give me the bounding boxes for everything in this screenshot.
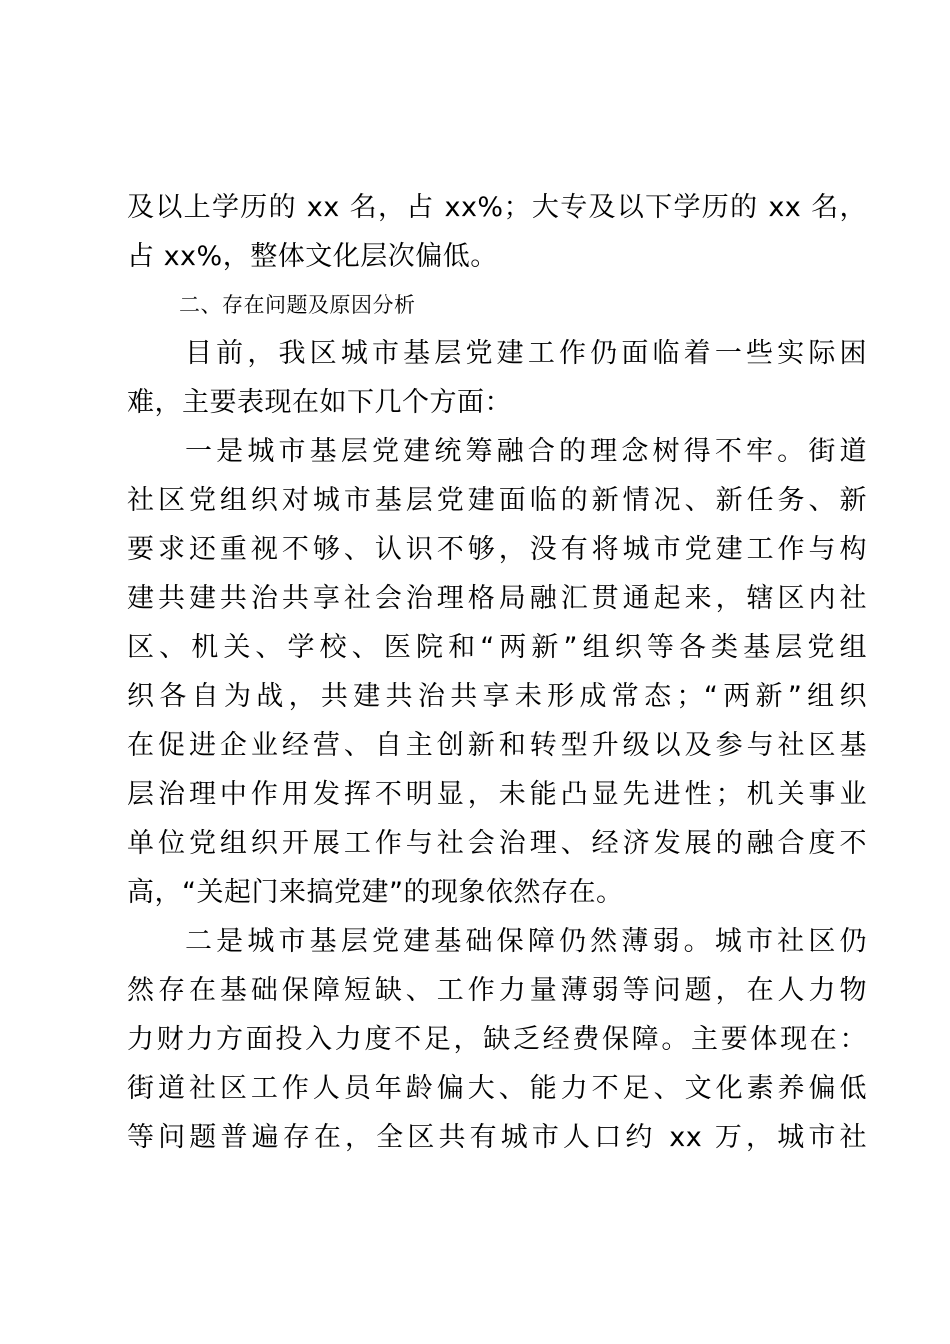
text-line: 等问题普遍存在，全区共有城市人口约 xx 万，城市社 [127,1122,867,1153]
paragraph-issue-one [127,427,867,917]
text-line: 目前，我区城市基层党建工作仍面临着一些实际困 [185,338,867,369]
text-line: 单位党组织开展工作与社会治理、经济发展的融合度不 [127,828,867,859]
text-line: 区、机关、学校、医院和“两新”组织等各类基层党组 [127,632,867,663]
text-line: 占 xx%，整体文化层次偏低。 [127,241,498,272]
text-line: 在促进企业经营、自主创新和转型升级以及参与社区基 [127,730,867,761]
text-line: 及以上学历的 xx 名，占 xx%；大专及以下学历的 xx 名， [127,192,867,223]
text-line: 社区党组织对城市基层党建面临的新情况、新任务、新 [127,485,867,516]
text-line: 建共建共治共享社会治理格局融汇贯通起来，辖区内社 [127,583,867,614]
paragraph-intro [127,183,867,281]
document-body [127,183,867,1162]
text-line: 织各自为战，共建共治共享未形成常态；“两新”组织 [127,681,867,712]
text-line: 一是城市基层党建统筹融合的理念树得不牢。街道 [185,436,867,467]
text-line: 难，主要表现在如下几个方面： [127,387,512,418]
text-line: 二是城市基层党建基础保障仍然薄弱。城市社区仍 [185,926,867,957]
text-line: 要求还重视不够、认识不够，没有将城市党建工作与构 [127,534,867,565]
paragraph-overview [127,329,867,427]
section-heading: 二、存在问题及原因分析 [179,293,416,317]
text-line: 街道社区工作人员年龄偏大、能力不足、文化素养偏低 [127,1073,867,1104]
text-line: 然存在基础保障短缺、工作力量薄弱等问题，在人力物 [127,975,867,1006]
paragraph-issue-two [127,917,867,1162]
text-line: 层治理中作用发挥不明显，未能凸显先进性；机关事业 [127,779,867,810]
text-line: 高，“关起门来搞党建”的现象依然存在。 [127,877,624,908]
text-line: 力财力方面投入力度不足，缺乏经费保障。主要体现在： [127,1024,867,1055]
